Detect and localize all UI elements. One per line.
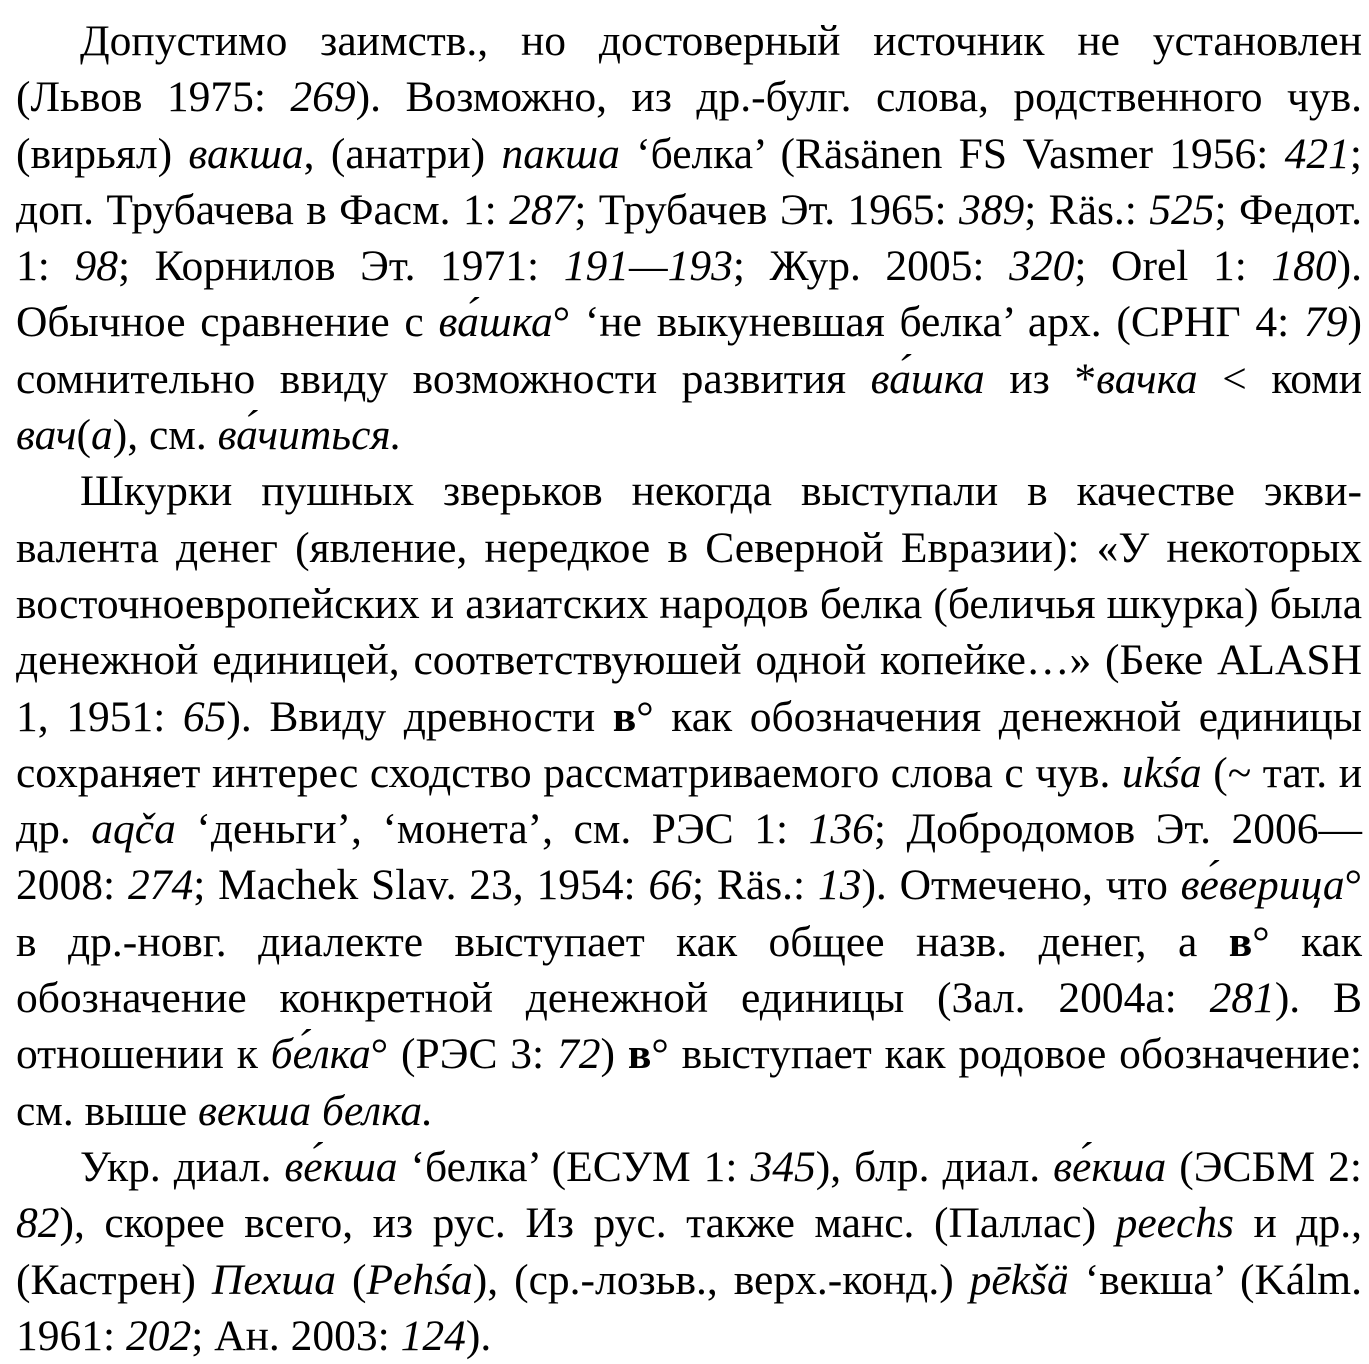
text-run: ), блр. диал. [815, 1142, 1054, 1191]
text-run: ). Возможно, из др.-булг. слова, родственного чув. (вирьял) [16, 73, 1362, 178]
italic-text: 13 [817, 861, 862, 910]
dictionary-entry-text [16, 13, 1362, 1364]
text-run: ( [76, 411, 92, 460]
italic-text: 98 [74, 242, 118, 291]
text-run: ; Räs.: [691, 861, 818, 910]
italic-text: 287 [509, 185, 575, 234]
italic-text: 345 [750, 1142, 816, 1191]
text-run: ; Machek Slav. 23, 1954: [193, 861, 649, 910]
italic-text: 124 [400, 1311, 466, 1360]
italic-text: 82 [16, 1199, 60, 1248]
italic-text: вачка [1096, 354, 1198, 403]
text-run: ). Обычное сравнение с [16, 242, 1363, 347]
italic-text: 66 [648, 861, 692, 910]
text-run: ‘деньги’, ‘монета’, см. РЭС 1: [175, 805, 809, 854]
italic-text: 202 [125, 1311, 192, 1360]
text-run: ; доп. Трубачева в Фасм. 1: [16, 129, 1363, 234]
text-run: ) сомнительно ввиду возможности развития [16, 298, 1363, 403]
text-run: ( [335, 1255, 367, 1304]
italic-text: ве́кша [1053, 1142, 1167, 1191]
text-run: ; Корнилов Эт. 1971: [117, 242, 564, 291]
text-run: ). В отношении к [16, 974, 1362, 1079]
italic-text: а [91, 411, 113, 460]
italic-text: 274 [127, 861, 194, 910]
text-run: Укр. диал. [80, 1142, 285, 1191]
text-run: Шкурки пушных зверьков некогда выступали в качестве эквивалента денег (явление, нередкое в Северной Евразии): «У некоторых восточноевропейских и азиатских народов белка (беличья шкурка) была денежной единицей, соответствуюшей одной копейке…» (Беке ALASH 1, 1951: [16, 467, 1362, 741]
text-run: ; Räs.: [1024, 185, 1150, 234]
text-run: ‘белка’ (Räsänen FS Vasmer 1956: [619, 129, 1285, 178]
text-run: ° ‘не выкуневшая белка’ арх. (СРНГ 4: [552, 298, 1305, 347]
text-run: из * [984, 354, 1097, 403]
italic-text: ве́верица [1180, 861, 1345, 910]
text-run: , (анатри) [303, 129, 502, 178]
text-run: ; Orel 1: [1074, 242, 1272, 291]
italic-text: бе́лка [270, 1030, 371, 1079]
italic-text: 320 [1009, 242, 1075, 291]
italic-text: aqča [91, 805, 176, 854]
italic-text: 136 [808, 805, 874, 854]
italic-text: pēkšä [969, 1255, 1069, 1304]
italic-text: ва́читься. [217, 411, 402, 460]
text-run: ° как обозначение конкретной денежной единицы (Зал. 2004а: [16, 917, 1362, 1023]
text-run: ; Трубачев Эт. 1965: [574, 185, 959, 234]
text-run: и др., (Кастрен) [16, 1199, 1362, 1304]
italic-text: 72 [557, 1030, 601, 1079]
bold-text: в [612, 692, 637, 741]
bold-text: в [627, 1030, 652, 1079]
italic-text: вакша [188, 129, 304, 178]
paragraph-cognates [16, 1139, 1362, 1364]
text-run: < коми [1197, 354, 1363, 403]
italic-text: ukśa [1121, 748, 1202, 797]
text-run: ° (РЭС 3: [370, 1030, 557, 1079]
italic-text: 525 [1149, 185, 1215, 234]
italic-text: 180 [1271, 242, 1337, 291]
italic-text: ва́шка [870, 354, 985, 403]
italic-text: 79 [1304, 298, 1348, 347]
text-run: ), см. [112, 411, 218, 460]
text-run: ‘белка’ (ЕСУМ 1: [397, 1142, 751, 1191]
text-run: (~ тат. и др. [16, 748, 1362, 854]
italic-text: 191—193 [563, 242, 733, 291]
text-run: ), (ср.-лозьв., верх.-конд.) [472, 1255, 970, 1304]
italic-text: peechs [1115, 1199, 1234, 1248]
italic-text: ве́кша [284, 1142, 398, 1191]
text-run: ; Жур. 2005: [732, 242, 1010, 291]
text-run: ; Добродомов Эт. 2006—2008: [16, 805, 1362, 910]
italic-text: 421 [1284, 129, 1350, 178]
text-run: (ЭСБМ 2: [1166, 1142, 1362, 1191]
text-run: ), скорее всего, из рус. Из рус. также манс. (Паллас) [59, 1199, 1116, 1248]
text-run: ‘векша’ (Kálm. 1961: [16, 1255, 1362, 1360]
italic-text: ва́шка [438, 298, 553, 347]
italic-text: 389 [958, 185, 1025, 234]
italic-text: Pehśa [366, 1255, 473, 1304]
italic-text: векша белка. [198, 1086, 433, 1135]
italic-text: 269 [290, 73, 356, 122]
italic-text: Пехша [211, 1255, 336, 1304]
text-run: ° как обозначения денежной единицы сохраняет интерес сходство рассматриваемого слова с чув. [16, 692, 1362, 797]
italic-text: вач [16, 411, 77, 460]
text-run: ). Отмечено, что [861, 861, 1181, 910]
text-run: Допустимо заимств., но достоверный источник не установлен (Львов 1975: [16, 17, 1362, 122]
italic-text: 281 [1209, 974, 1275, 1023]
text-run: ). Ввиду древности [226, 692, 613, 741]
italic-text: пакша [501, 129, 620, 178]
text-run: ) [600, 1030, 628, 1079]
italic-text: 65 [182, 692, 227, 741]
bold-text: в [1228, 917, 1253, 966]
paragraph-etymology-borrowing [16, 13, 1362, 463]
text-run: ). [465, 1311, 492, 1360]
text-run: ° в др.-новг. диалекте выступает как общее назв. денег, а [16, 861, 1362, 966]
text-run: ; Федот. 1: [16, 185, 1362, 291]
paragraph-currency-usage [16, 463, 1362, 1139]
text-run: ° выступает как родовое обозначение: см. выше [16, 1030, 1362, 1135]
text-run: ; Ан. 2003: [191, 1311, 401, 1360]
